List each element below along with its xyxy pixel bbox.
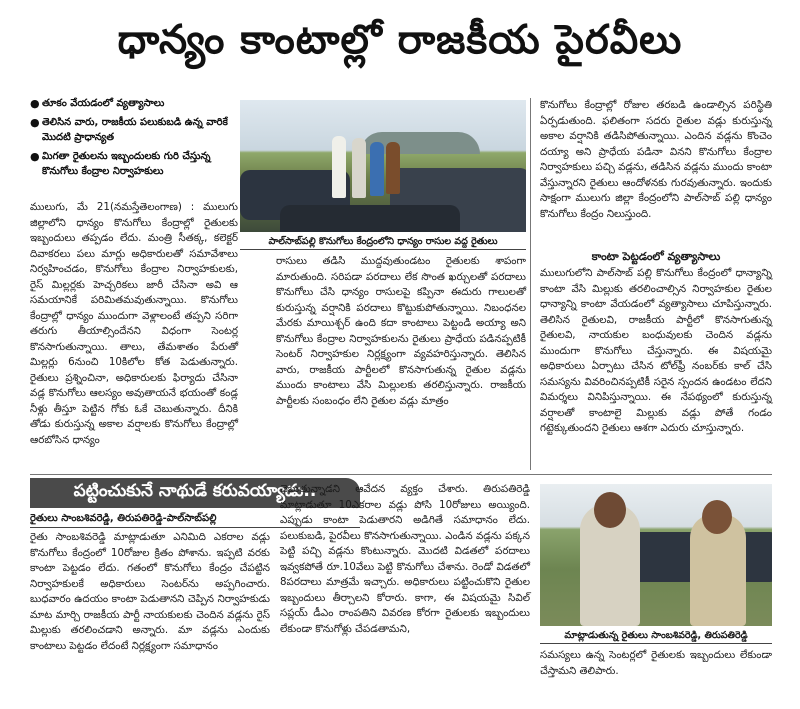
section-subhead: కాంటా పెట్టడంలో వ్యత్యాసాలు (591, 250, 721, 263)
section2-column-2: చెబుతున్నాడని ఆవేదన వ్యక్తం చేశారు. తిరుపతిరెడ్డి మాట్లాడుతూ 10ఎకరాల వడ్లు పోసి 10రోజులు అయ్యింది. ఎప్పుడు కాంటా పెడుతారని అడిగితే సమాధానం లేదు. పలుకుబడి, పైరవీలు కొనసాగుతున్నాయి. ఎండిన వడ్లను పక్కన పెట్టి పచ్చి వడ్లను కొంటున్నారు. మొదటి విడతలో పరదాలు ఇవ్వకపోతే రూ.10వేలు పెట్టి కొనుగోలు చేశాను. రెండో విడతలో 8పరదాలు మాత్రమే ఇచ్చారు. అధికారులు పట్టించుకొని రైతుల ఇబ్బందులు తీర్చాలని కోరారు. కాగా, ఈ విషయమై సివిల్ సప్లయ్ డీఎం రాంపతిని వివరణ కోరగా రైతులకు ఇబ్బందులు లేకుండా కొనుగోళ్లు చేపడతామని, (280, 483, 530, 635)
photo-two-farmers (540, 484, 772, 626)
section-title-bar: పట్టించుకునే నాథుడే కరువయ్యాడు.. (30, 478, 360, 508)
photo-caption-2: మాట్లాడుతున్న రైతులు సాంబశివరెడ్డి, తిరుపతిరెడ్డి (540, 628, 772, 644)
article-column-3: కొనుగోలు కేంద్రాల్లో రోజుల తరబడి ఉండాల్సిన పరిస్థితి ఏర్పడుతుంది. ఫలితంగా సదరు రైతుల వడ్లు కురుస్తున్న అకాల వర్షానికి తడిసిపోతున్నాయి. ఎందిన వడ్లను కొంచెం దయ్యా అని ప్రాధేయ పడినా వినని కొనుగోలు కేంద్రాల నిర్వాహకులు పచ్చి వడ్లను, తడిసిన వడ్లను ముందు కాంటా వేస్తున్నారని రైతులు ఆందోళనకు గురవుతున్నారు. ఇందుకు సాక్షంగా ములుగు జిల్లా కేంద్రంలోని పాల్‌సాబ్ పల్లి ధాన్యం కొనుగోలు కేంద్రం నిలుస్తుంది. (540, 99, 772, 220)
section2-column-3: సమస్యలు ఉన్న సెంటర్లలో రైతులకు ఇబ్బందులు లేకుండా చేస్తామని తెలిపారు. (540, 649, 772, 677)
article-column-1: ములుగు, మే 21(నమస్తేతెలంగాణ) : ములుగు జిల్లాలోని ధాన్యం కొనుగోలు కేంద్రాల్లో రైతులకు ఇబ్బందులు తప్పడం లేదు. మంత్రి సీతక్క, కలెక్టర్ దివాకరలు పలు మార్లు అధికారులతో సమావేశాలు నిర్వహించడం, కొనుగోలు కేంద్రాల నిర్వాహకులకు, రైస్ మిల్లర్లకు హెచ్చరికలు జారీ చేసినా అవి ఆ సమయానికే పరిమితమవుతున్నాయి. కొనుగోలు కేంద్రాల్లో ధాన్యం ముందుగా వెళ్లాలంటే తప్పని సరిగా తరుగు తీయాల్సిందేనని విధంగా సెంటర్ల కొనసాగుతున్నాయి. తాలు, తేమశాతం పేరుతో మిల్లర్లు 6నుంచి 10కిలోల కోత పెడుతున్నారు. రైతులు ప్రశ్నించినా, అధికారులకు ఫిర్యాదు చేసినా వడ్ల కొనుగోలు ఆలస్యం అవుతాయనే భయంతో కండ్ల నీళ్లు తీస్తూ పెట్టిన గోకు ఓకే చెబుతున్నారు. దీనికి తోడు కురుస్తున్న అకాల వర్షాలకు కొనుగోలు కేంద్రాల్లో ఆరబోసిన ధాన్యం (30, 201, 238, 446)
section2-column-1: రైతు సాంబశివరెడ్డి మాట్లాడుతూ ఎనిమిది ఎకరాల వడ్లు కొనుగోలు కేంద్రంలో 10రోజుల క్రితం పోశాను. ఇప్పటి వరకు కాంటా పెట్టడం లేదు. గతంలో కొనుగోలు కేంద్రం చేపట్టిన నిర్వాహకులకే అధికారులు సెంటర్‌ను అప్పగించారు. బుధవారం ఉదయం కాంటా పెడుతానని చెప్పిన నిర్వాహకుడు మాట మార్చి రాజకీయ పార్టీ నాయకులకు చెందిన వడ్లను రైస్ మిల్లుకు తరలించడాని అన్నారు. మా వడ్లను ఎందుకు కాంటాలు పెట్టడం లేదంటే నిర్లక్ష్యంగా సమాధానం (30, 531, 270, 652)
photo-caption: పాల్‌సాబ్‌పల్లి కొనుగోలు కేంద్రంలోని ధాన్యం రాసుల వద్ద రైతులు (240, 234, 526, 250)
article-column-2: రాసులు తడిసి ముద్దవుతుండటం రైతులకు శాపంగా మారుతుంది. సరిపడా పరదాలు లేక సొంత ఖర్చులతో పరదాలు కొనుగోలు చేసి ధాన్యం రాసులపై కప్పినా ఈదురు గాలులతో కురుస్తున్న వర్షానికి పరదాలు కొట్టుకుపోతున్నాయి. నిబంధనల మేరకు మాయిశ్చర్ ఉంది కదా కాంటాలు పెట్టండి అయ్యా అని కొనుగోలు కేంద్రాల నిర్వాహకులను రైతులు ప్రాధేయ పడినప్పటికీ సెంటర్ నిర్వాహకుల నిర్లక్ష్యంగా వ్యవహరిస్తున్నారు. తెలిసిన వారు, రాజకీయ పార్టీలలో కొనసాగుతున్న రైతుల వడ్లను ముందు కాంటాలు వేసి మిల్లులకు తరలిస్తున్నారు. రాజకీయ పార్టీలకు సంబంధం లేని రైతుల వడ్లు మాత్రం (276, 255, 526, 407)
article-column-3b: ములుగులోని పాల్‌సాబ్ పల్లి కొనుగోలు కేంద్రంలో ధాన్యాన్ని కాంటా వేసి మిల్లుకు తరలించాల్సిన నిర్వాహకుల రైతుల ధాన్యాన్ని కాంటా వేయడంలో వ్యత్యాసాలు చూపిస్తున్నారు. తెలిసిన రైతులవి, రాజకీయ పార్టీలో కొనసాగుతున్న రైతులవి, నాయకుల బంధువులకు చెందిన వడ్లను ముందుగా కొనుగోలు చేస్తున్నారు. ఈ విషయమై అధికారులు ఏర్పాటు చేసిన టోల్‌ఫ్రీ నంబర్‌కు కాల్ చేసి సమస్యను వివరించినప్పటికీ సరైన స్పందన ఉండటం లేదని విమర్శలు వినిపిస్తున్నాయి. ఈ నేపథ్యంలో కురుస్తున్న వర్షాలతో కాంటాలై మిల్లుకు వడ్లు పోతే గండం గట్టెక్కుతుందని రైతులు ఆశగా ఎదురు చూస్తున్నారు. (540, 267, 772, 434)
headline: ధాన్యం కాంటాల్లో రాజకీయ పైరవీలు (117, 17, 683, 63)
bullet-item: ● మిగతా రైతులను ఇబ్బందులకు గురి చేస్తున్న కొనుగోలు కేంద్రాల నిర్వాహకులు (30, 150, 211, 177)
photo-farmers-grain-heaps (240, 100, 526, 232)
bullet-item: ● తూకం వేయడంలో వ్యత్యాసాలు (30, 97, 165, 110)
highlight-bullets (30, 96, 238, 183)
byline: రైతులు సాంబశివరెడ్డి, తిరుపతిరెడ్డి-పాల్‌సాబ్‌పల్లి (30, 510, 360, 528)
bullet-item: ● తెలిసిన వారు, రాజకీయ పలుకుబడి ఉన్న వారికే మొదటి ప్రాధాన్యత (30, 116, 228, 143)
